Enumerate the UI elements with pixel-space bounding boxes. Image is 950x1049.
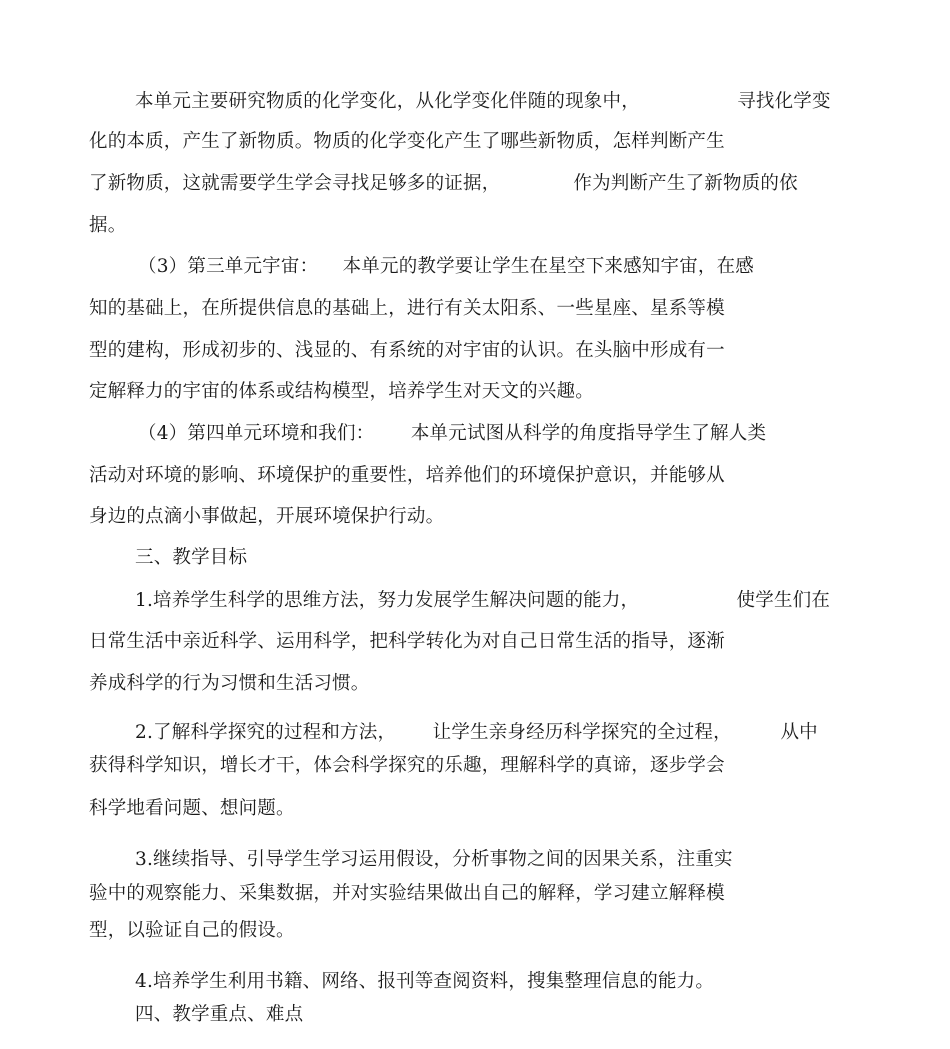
text-line: 养成科学的行为习惯和生活习惯。	[89, 673, 370, 694]
text-line: 验中的观察能力、采集数据，并对实验结果做出自己的解释，学习建立解释模	[89, 883, 725, 904]
text-line: 3.继续指导、引导学生学习运用假设，分析事物之间的因果关系，注重实	[135, 849, 733, 870]
text-line: 定解释力的宇宙的体系或结构模型，培养学生对天文的兴趣。	[89, 381, 594, 402]
text-line: 了新物质，这就需要学生学会寻找足够多的证据， 作为判断产生了新物质的依	[89, 173, 798, 194]
text-line: 据。	[89, 215, 127, 236]
text-line: 获得科学知识，增长才干，体会科学探究的乐趣，理解科学的真谛，逐步学会	[89, 755, 725, 776]
text-line: 2.了解科学探究的过程和方法， 让学生亲身经历科学探究的全过程， 从中	[135, 722, 818, 743]
text-line: 活动对环境的影响、环境保护的重要性，培养他们的环境保护意识，并能够从	[89, 465, 725, 486]
text-line: 型的建构，形成初步的、浅显的、有系统的对宇宙的认识。在头脑中形成有一	[89, 340, 725, 361]
text-line: （3）第三单元宇宙： 本单元的教学要让学生在星空下来感知宇宙，在感	[138, 256, 754, 277]
text-line: 知的基础上，在所提供信息的基础上，进行有关太阳系、一些星座、星系等模	[89, 298, 725, 319]
text-line: 4.培养学生利用书籍、网络、报刊等查阅资料，搜集整理信息的能力。	[135, 971, 715, 992]
text-line: 1.培养学生科学的思维方法，努力发展学生解决问题的能力， 使学生们在	[135, 590, 831, 611]
section-heading: 三、教学目标	[135, 547, 248, 568]
text-line: 科学地看问题、想问题。	[89, 798, 295, 819]
text-line: 型，以验证自己的假设。	[89, 920, 295, 941]
text-line: （4）第四单元环境和我们： 本单元试图从科学的角度指导学生了解人类	[138, 423, 767, 444]
text-line: 化的本质，产生了新物质。物质的化学变化产生了哪些新物质，怎样判断产生	[89, 131, 725, 152]
text-line: 身边的点滴小事做起，开展环境保护行动。	[89, 506, 445, 527]
text-line: 日常生活中亲近科学、运用科学，把科学转化为对自己日常生活的指导，逐渐	[89, 631, 725, 652]
section-heading: 四、教学重点、难点	[135, 1004, 304, 1025]
text-line: 本单元主要研究物质的化学变化，从化学变化伴随的现象中， 寻找化学变	[135, 91, 831, 112]
